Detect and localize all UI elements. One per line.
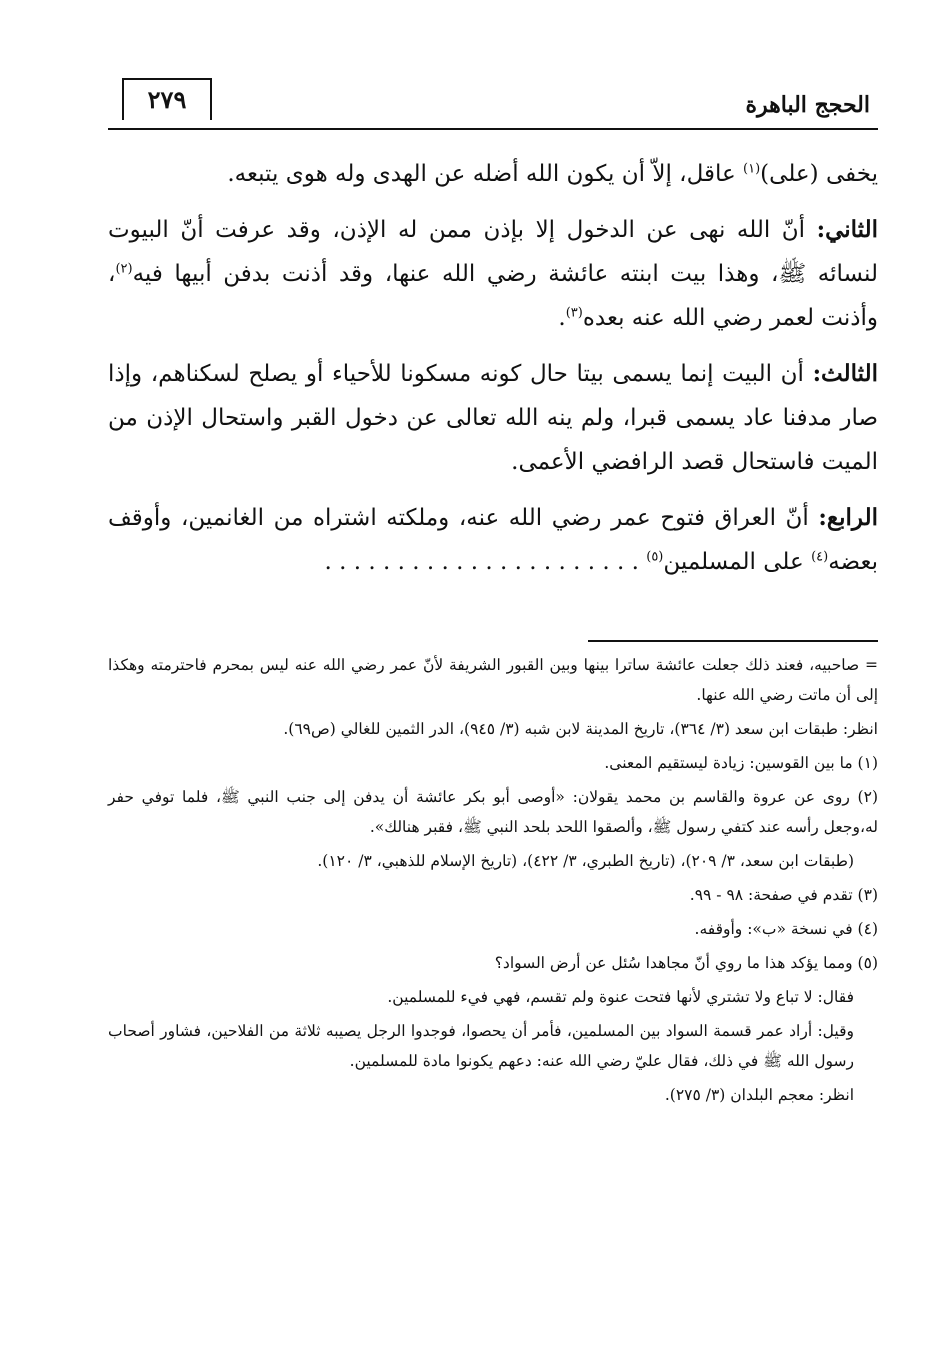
footnote-ref: (١)	[743, 161, 761, 177]
paragraph-fourth	[108, 496, 878, 584]
footnote-5: (٥) ومما يؤكد هذا ما روي أنّ مجاهدا سُئل عن أرض السواد؟	[494, 954, 878, 972]
book-page	[108, 78, 878, 1278]
footnote-5-a: فقال: لا تباع ولا تشتري لأنها فتحت عنوة ولم تقسم، فهي فيء للمسلمين.	[387, 988, 854, 1006]
footnote-ref: (٤)	[811, 549, 829, 565]
text-span: عاقل، إلاّ أن يكون الله أضله عن الهدى وله هوى يتبعه.	[227, 161, 744, 187]
text-span: .	[558, 305, 566, 331]
paragraph-third	[108, 352, 878, 484]
footnote-2-sources: (طبقات ابن سعد، ٣/ ٢٠٩)، (تاريخ الطبري، ٣/ ٤٢٢)، (تاريخ الإسلام للذهبي، ٣/ ١٢٠).	[317, 852, 854, 870]
paragraph-second	[108, 208, 878, 340]
footnote-1: (١) ما بين القوسين: زيادة ليستقيم المعنى.	[604, 754, 878, 772]
footnote-4: (٤) في نسخة «ب»: وأوقفه.	[694, 920, 878, 938]
footnote-3: (٣) تقدم في صفحة: ٩٨ - ٩٩.	[689, 886, 878, 904]
text-span: يخفى (على)	[760, 161, 878, 187]
page-number: ٢٧٩	[122, 78, 212, 120]
footnote-ref: (٣)	[565, 305, 583, 321]
running-head	[108, 78, 878, 130]
text-span: أن البيت إنما يسمى بيتا حال كونه مسكونا للأحياء أو يصلح لسكناهم، وإذا صار مدفنا عاد يسمى قبرا، ولم ينه الله تعالى عن دخول القبر واستحال الإذن من الميت فاستحال قصد الرافضي الأعمى.	[108, 361, 878, 475]
text-span: أنّ الله نهى عن الدخول إلا بإذن ممن له الإذن، وقد عرفت أنّ البيوت لنسائه ﷺ، وهذا بيت ابنته عائشة رضي الله عنها، وقد أذنت بدفن أبيها فيه	[108, 217, 878, 287]
ellipsis-dots: . . . . . . . . . . . . . . . . . . . . . .	[324, 549, 647, 575]
paragraph-lead: الثالث:	[812, 360, 878, 387]
footnote-ref: (٢)	[115, 261, 133, 277]
footnote-5-b: وقيل: أراد عمر قسمة السواد بين المسلمين، فأمر أن يحصوا، فوجدوا الرجل يصيبه ثلاثة من الفلاحين، فشاور أصحاب رسول الله ﷺ في ذلك، فقال عليّ رضي الله عنه: دعهم يكونوا مادة للمسلمين.	[108, 1022, 854, 1070]
footnote-ref: (٥)	[646, 549, 664, 565]
footnote-separator	[588, 640, 878, 642]
text-span: على المسلمين	[663, 549, 812, 575]
text-span: أنّ العراق فتوح عمر رضي الله عنه، وملكته اشتراه من الغانمين، وأوقف بعضه	[108, 505, 878, 575]
text-span: ، وأذنت لعمر رضي الله عنه بعده	[108, 261, 878, 331]
paragraph-continuation	[108, 152, 878, 196]
footnote-continued: = صاحبيه، فعند ذلك جعلت عائشة ساترا بينها وبين القبور الشريفة لأنّ عمر رضي الله عنه ليس بمحرم فاحترمته وهكذا إلى أن ماتت رضي الله عنها.	[108, 656, 878, 704]
footnote-continued-source: انظر: طبقات ابن سعد (٣/ ٣٦٤)، تاريخ المدينة لابن شبه (٣/ ٩٤٥)، الدر الثمين للغالي (ص٦٩).	[283, 720, 878, 738]
book-title: الحجج الباهرة	[745, 92, 870, 118]
footnotes	[108, 650, 878, 1114]
paragraph-lead: الثاني:	[816, 216, 878, 243]
paragraph-lead: الرابع:	[818, 504, 878, 531]
main-text	[108, 152, 878, 596]
footnote-5-c: انظر: معجم البلدان (٣/ ٢٧٥).	[664, 1086, 854, 1104]
footnote-2: (٢) روى عن عروة والقاسم بن محمد يقولان: «أوصى أبو بكر عائشة أن يدفن إلى جنب النبي ﷺ، فلما توفي حفر له،وجعل رأسه عند كتفي رسول ﷺ، وألصقوا اللحد بلحد النبي ﷺ، فقبر هنالك».	[108, 788, 878, 836]
